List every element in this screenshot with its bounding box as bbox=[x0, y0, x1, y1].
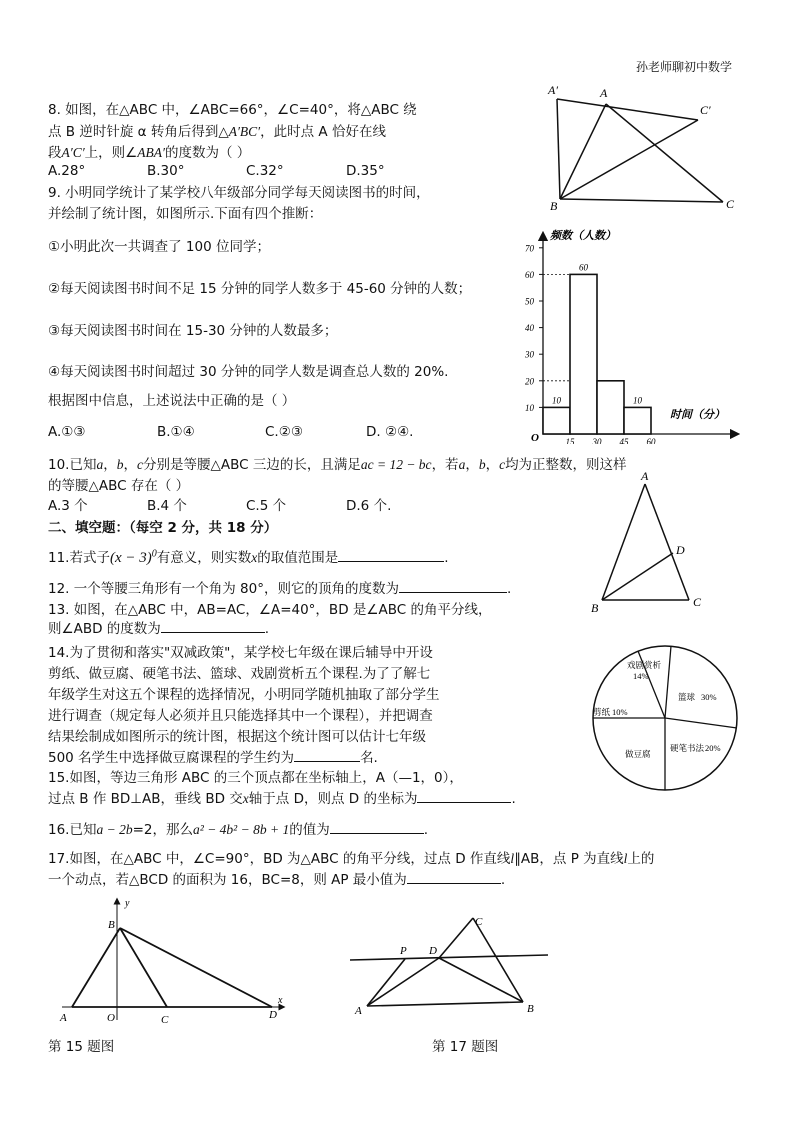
q12-answer-blank[interactable] bbox=[399, 578, 507, 593]
fig15-label-d: D bbox=[269, 1009, 277, 1021]
q13-label-a: A bbox=[641, 470, 649, 483]
pie-label-xiju: 戏剧赏析 bbox=[627, 660, 662, 670]
hist-ytick-2: 30 bbox=[525, 349, 534, 360]
q9-line2: 并绘制了统计图，如图所示.下面有四个推断： bbox=[48, 206, 323, 222]
hist-bar-label-1: 60 bbox=[579, 262, 588, 273]
hist-bar-label-0: 10 bbox=[552, 395, 561, 406]
fig15-label-y: y bbox=[125, 898, 130, 909]
q13-label-b: B bbox=[591, 601, 599, 615]
fig17-line-l bbox=[350, 955, 548, 960]
pie-pct-shufa: 20% bbox=[705, 743, 721, 753]
q8-option-b: B.30° bbox=[147, 163, 185, 179]
q14-line1: 14.为了贯彻和落实"双减政策"，某学校七年级在课后辅导中开设 bbox=[48, 645, 433, 661]
q10-line1: 10.已知a，b，c分别是等腰△ABC 三边的长，且满足ac = 12 − bc，若a，b，c均为正整数，则这样 bbox=[48, 457, 627, 473]
q14-answer-blank[interactable] bbox=[294, 747, 360, 762]
section2-title: 二、填空题：（每空 2 分，共 18 分） bbox=[48, 520, 278, 536]
hist-bar-3 bbox=[624, 407, 651, 434]
q8-figure bbox=[540, 82, 740, 214]
fig15-label-x: x bbox=[278, 995, 283, 1006]
fig15-caption: 第 15 题图 bbox=[48, 1039, 115, 1055]
q8-line1: 8. 如图，在△ABC 中，∠ABC=66°，∠C=40°，将△ABC 绕 bbox=[48, 102, 417, 118]
fig17-label-p: P bbox=[400, 945, 407, 957]
q10-option-a: A.3 个 bbox=[48, 498, 88, 514]
fig17-label-b: B bbox=[527, 1003, 534, 1015]
hist-xtick-4: 60 bbox=[646, 437, 656, 444]
hist-bar-0 bbox=[543, 407, 570, 434]
pie-divider-3 bbox=[665, 718, 737, 728]
fig15-label-b: B bbox=[108, 919, 115, 931]
q14-line3: 年级学生对这五个课程的选择情况，小明同学随机抽取了部分学生 bbox=[48, 687, 440, 703]
q8-label-a: A bbox=[600, 86, 608, 100]
q13-figure bbox=[585, 470, 705, 615]
q8-option-a: A.28° bbox=[48, 163, 86, 179]
q8-label-c: C bbox=[726, 197, 735, 211]
q13-line2: 则∠ABD 的度数为 . bbox=[48, 617, 269, 637]
fig17-label-c: C bbox=[475, 916, 483, 928]
hist-xtick-2: 30 bbox=[592, 437, 602, 444]
q14-pie-chart bbox=[590, 643, 740, 793]
q17-line1: 17.如图，在△ABC 中，∠C=90°，BD 为△ABC 的角平分线，过点 D 作直线l∥AB，点 P 为直线l上的 bbox=[48, 851, 655, 867]
fig15 bbox=[50, 895, 295, 1035]
q9-line1: 9. 小明同学统计了某学校八年级部分同学每天阅读图书的时间， bbox=[48, 185, 430, 201]
fig15-label-o: O bbox=[107, 1012, 115, 1024]
hist-ytick-0: 10 bbox=[525, 402, 534, 413]
q9-statement-3: ③每天阅读图书时间在 15-30 分钟的人数最多； bbox=[48, 323, 338, 339]
q8-label-c-prime: C′ bbox=[700, 103, 711, 117]
hist-bar-label-3: 10 bbox=[633, 395, 642, 406]
pie-label-jianzhi: 剪纸 bbox=[593, 707, 611, 717]
q9-option-b: B.①④ bbox=[157, 424, 195, 440]
fig17-caption: 第 17 题图 bbox=[432, 1039, 499, 1055]
pie-pct-lanqiu: 30% bbox=[701, 692, 717, 702]
q13-line1: 13. 如图，在△ABC 中，AB=AC，∠A=40°，BD 是∠ABC 的角平分线， bbox=[48, 602, 492, 618]
hist-xtick-3: 45 bbox=[619, 437, 629, 444]
q13-label-d: D bbox=[676, 543, 685, 557]
pie-pct-jianzhi: 10% bbox=[612, 707, 628, 717]
pie-divider-2 bbox=[665, 646, 671, 718]
q8-line3: 段A′C′上，则∠ABA′的度数为（ ） bbox=[48, 145, 251, 161]
hist-ytick-4: 50 bbox=[525, 296, 534, 307]
q9-option-d: D. ②④. bbox=[366, 424, 414, 440]
q10-formula: ac = 12 − bc bbox=[360, 457, 432, 472]
hist-ytick-5: 60 bbox=[525, 269, 534, 280]
hist-xtick-1: 15 bbox=[565, 437, 575, 444]
q9-statement-4: ④每天阅读图书时间超过 30 分钟的同学人数是调查总人数的 20%. bbox=[48, 364, 449, 380]
q8-line2: 点 B 逆时针旋 α 转角后得到△A′BC′，此时点 A 恰好在线 bbox=[48, 124, 386, 140]
hist-origin: O bbox=[531, 432, 539, 444]
q13-answer-blank[interactable] bbox=[161, 618, 265, 633]
fig15-label-a: A bbox=[60, 1012, 67, 1024]
q10-option-d: D.6 个. bbox=[346, 498, 392, 514]
q11-answer-blank[interactable] bbox=[338, 547, 444, 562]
q14-line4: 进行调查（规定每人必须并且只能选择其中一个课程），并把调查 bbox=[48, 708, 433, 724]
q8-label-b: B bbox=[550, 199, 558, 213]
hist-ylabel: 频数（人数） bbox=[550, 230, 616, 242]
fig17-label-a: A bbox=[355, 1005, 362, 1017]
q9-statement-1: ①小明此次一共调查了 100 位同学； bbox=[48, 239, 270, 255]
q9-histogram bbox=[520, 226, 745, 444]
pie-label-shufa: 硬笔书法 bbox=[670, 743, 705, 753]
q16: 16.已知a − 2b=2，那么a² − 4b² − 8b + 1的值为 . bbox=[48, 818, 428, 838]
q15-line2: 过点 B 作 BD⊥AB，垂线 BD 交x轴于点 D，则点 D 的坐标为 . bbox=[48, 787, 516, 807]
q14-line6: 500 名学生中选择做豆腐课程的学生约为 名. bbox=[48, 746, 378, 766]
hist-bar-1 bbox=[570, 274, 597, 434]
hist-bar-2 bbox=[597, 381, 624, 434]
q16-answer-blank[interactable] bbox=[330, 819, 424, 834]
q8-label-a-prime: A′ bbox=[548, 83, 558, 97]
fig17-label-d: D bbox=[429, 945, 437, 957]
hist-xlabel: 时间（分） bbox=[670, 409, 725, 421]
q12: 12. 一个等腰三角形有一个角为 80°，则它的顶角的度数为 . bbox=[48, 577, 511, 597]
hist-ytick-1: 20 bbox=[525, 376, 534, 387]
q8-option-c: C.32° bbox=[246, 163, 284, 179]
q11: 11.若式子$(x - 3)^0$有意义，则实数x的取值范围是 . bbox=[48, 548, 449, 566]
q10-option-b: B.4 个 bbox=[147, 498, 187, 514]
q9-statement-2: ②每天阅读图书时间不足 15 分钟的同学人数多于 45-60 分钟的人数； bbox=[48, 281, 472, 297]
q17-line2: 一个动点，若△BCD 的面积为 16，BC=8，则 AP 最小值为 . bbox=[48, 868, 505, 888]
q13-label-c: C bbox=[693, 595, 702, 609]
q17-answer-blank[interactable] bbox=[407, 869, 501, 884]
header-watermark: 孙老师聊初中数学 bbox=[636, 60, 733, 74]
q9-question: 根据图中信息，上述说法中正确的是（ ） bbox=[48, 393, 296, 409]
fig17 bbox=[345, 910, 560, 1020]
q15-line1: 15.如图，等边三角形 ABC 的三个顶点都在坐标轴上，A（—1，0）， bbox=[48, 770, 463, 786]
q9-option-c: C.②③ bbox=[265, 424, 303, 440]
hist-ytick-6: 70 bbox=[525, 243, 534, 254]
fig15-label-c: C bbox=[161, 1014, 169, 1026]
pie-label-lanqiu: 篮球 bbox=[678, 692, 696, 702]
q14-line2: 剪纸、做豆腐、硬笔书法、篮球、戏剧赏析五个课程.为了了解七 bbox=[48, 666, 431, 682]
q8-option-d: D.35° bbox=[346, 163, 385, 179]
pie-label-doufu: 做豆腐 bbox=[625, 749, 651, 759]
q10-line2: 的等腰△ABC 存在（ ） bbox=[48, 478, 190, 494]
q10-option-c: C.5 个 bbox=[246, 498, 287, 514]
q15-answer-blank[interactable] bbox=[417, 788, 511, 803]
pie-pct-xiju: 14% bbox=[633, 671, 649, 681]
q9-option-a: A.①③ bbox=[48, 424, 86, 440]
hist-ytick-3: 40 bbox=[525, 323, 534, 334]
q14-line5: 结果绘制成如图所示的统计图，根据这个统计图可以估计七年级 bbox=[48, 729, 426, 745]
